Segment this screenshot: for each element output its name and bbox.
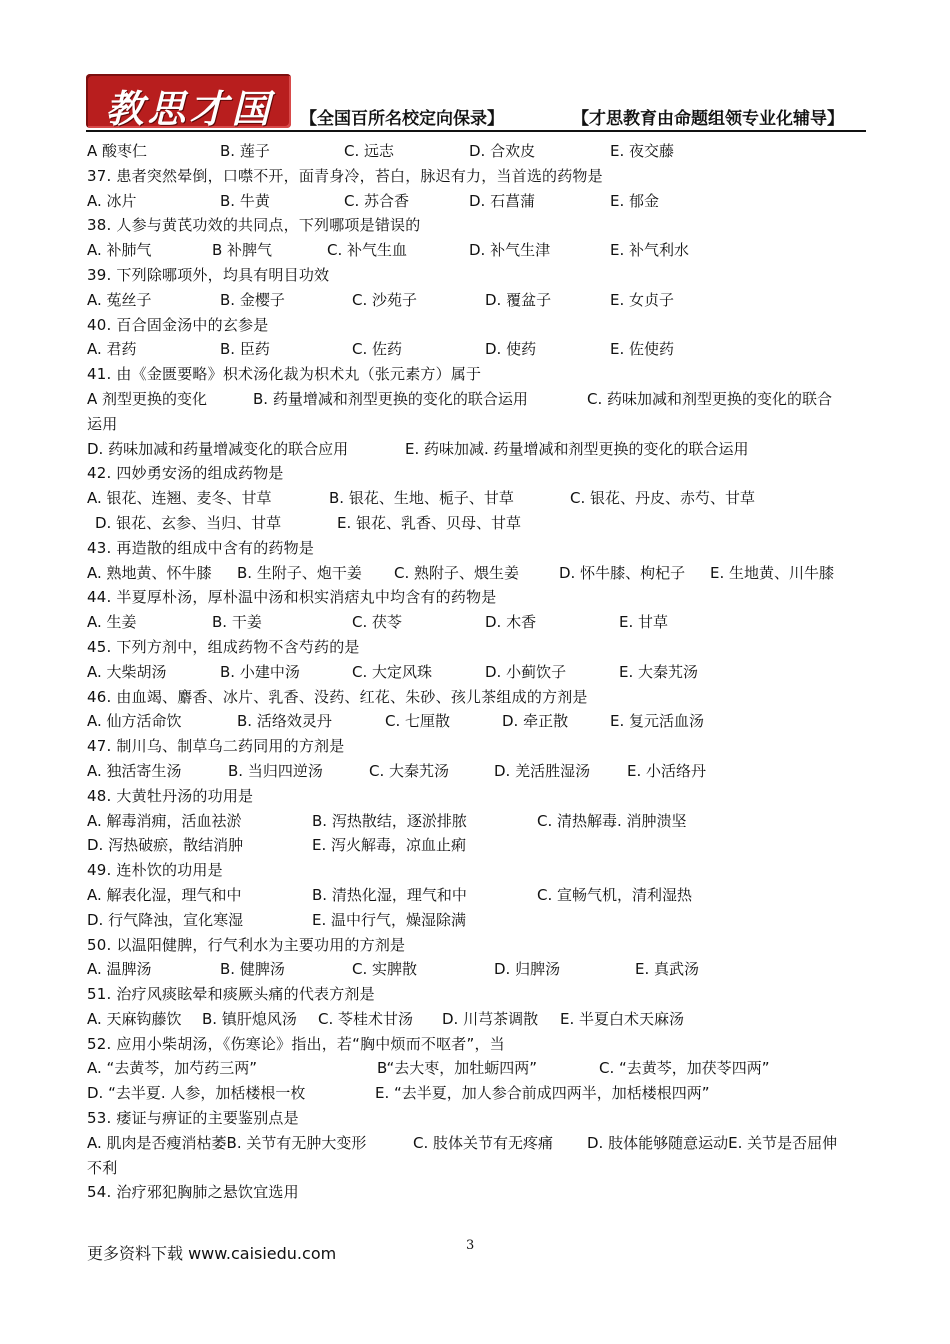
question-line: 43. 再造散的组成中含有的药物是 — [87, 538, 315, 557]
answer-option: D. 合欢皮 — [469, 142, 536, 160]
answer-option: E. 佐使药 — [610, 340, 675, 359]
logo-text: 教思才国 — [105, 86, 274, 128]
answer-option: C. 清热解毒. 消肿溃坚 — [537, 811, 687, 830]
answer-option: C. 大定风珠 — [352, 662, 433, 681]
options-line — [87, 387, 867, 412]
answer-option: A. 解表化湿，理气和中 — [87, 885, 242, 904]
answer-option: B“去大枣，加牡蛎四两” — [377, 1059, 538, 1078]
options-line — [87, 908, 867, 933]
question-line: 42. 四妙勇安汤的组成药物是 — [87, 464, 284, 483]
answer-option: A 剂型更换的变化 — [87, 389, 208, 408]
options-line — [87, 833, 867, 858]
answer-option: C. “去黄芩，加茯苓四两” — [599, 1059, 770, 1078]
question-line: 41. 由《金匮要略》枳术汤化裁为枳术丸（张元素方）属于 — [87, 365, 482, 384]
answer-option: A. 熟地黄、怀牛膝 — [87, 563, 212, 582]
question-line: 运用 — [87, 414, 118, 433]
answer-option: D. 使药 — [485, 340, 537, 359]
answer-option: C. 宣畅气机，清利湿热 — [537, 885, 693, 904]
options-line — [87, 1056, 867, 1081]
question-line: 54. 治疗邪犯胸肺之悬饮宜选用 — [87, 1183, 299, 1202]
answer-option: D. 覆盆子 — [485, 290, 552, 309]
question-line: 38. 人参与黄芪功效的共同点，下列哪项是错误的 — [87, 216, 421, 235]
answer-option: A. 补肺气 — [87, 241, 152, 260]
header-tag-schools: 【全国百所名校定向保录】 — [300, 109, 504, 129]
answer-option: A. 冰片 — [87, 191, 137, 210]
answer-option: B. 清热化湿，理气和中 — [312, 885, 467, 904]
options-line — [87, 1007, 867, 1032]
caisi-logo — [86, 74, 291, 128]
options-line — [87, 337, 867, 362]
answer-option: C. 佐药 — [352, 340, 403, 359]
answer-option: B. 臣药 — [220, 340, 270, 359]
answer-option: D. 羌活胜湿汤 — [494, 761, 591, 780]
answer-option: A. 君药 — [87, 340, 137, 359]
answer-option: E. 甘草 — [619, 613, 669, 632]
answer-option: D. 小蓟饮子 — [485, 662, 567, 681]
question-line: 40. 百合固金汤中的玄参是 — [87, 315, 269, 334]
options-line — [87, 486, 867, 511]
answer-option: B 补脾气 — [212, 241, 273, 260]
answer-option: C. 药味加减和剂型更换的变化的联合 — [587, 389, 833, 408]
question-line: 46. 由血竭、麝香、冰片、乳香、没药、红花、朱砂、孩儿茶组成的方剂是 — [87, 687, 588, 706]
question-line: 44. 半夏厚朴汤，厚朴温中汤和枳实消痞丸中均含有的药物是 — [87, 588, 497, 607]
options-line — [87, 1131, 867, 1156]
answer-option: C. 沙苑子 — [352, 290, 418, 309]
options-line — [87, 709, 867, 734]
answer-option: E. 补气利水 — [610, 241, 690, 260]
answer-option: E. 大秦艽汤 — [619, 662, 699, 681]
question-line: 39. 下列除哪项外，均具有明目功效 — [87, 265, 330, 284]
answer-option: E. 小活络丹 — [627, 761, 707, 780]
answer-option: E. 药味加减. 药量增减和剂型更换的变化的联合运用 — [405, 439, 749, 458]
answer-option: B. 生附子、炮干姜 — [237, 563, 362, 582]
options-line — [87, 288, 867, 313]
answer-option: D. 泻热破瘀，散结消肿 — [87, 836, 244, 855]
options-line — [87, 660, 867, 685]
header-tag-tutoring: 【才思教育由命题组领专业化辅导】 — [572, 109, 844, 129]
answer-option: B. 药量增减和剂型更换的变化的联合运用 — [253, 389, 528, 408]
answer-option: A. 温脾汤 — [87, 960, 152, 979]
options-line — [87, 883, 867, 908]
question-line: 不利 — [87, 1158, 118, 1177]
answer-option: A. 肌肉是否瘦消枯萎B. 关节有无肿大变形 — [87, 1133, 367, 1152]
answer-option: B. 镇肝熄风汤 — [202, 1009, 297, 1028]
question-line: 47. 制川乌、制草乌二药同用的方剂是 — [87, 737, 345, 756]
answer-option: C. 远志 — [344, 142, 395, 160]
answer-option: A. 生姜 — [87, 613, 137, 632]
question-list — [87, 139, 867, 1205]
answer-option: D. 石菖蒲 — [469, 191, 536, 210]
answer-option: D. 行气降浊，宣化寒湿 — [87, 910, 244, 929]
answer-option: E. 女贞子 — [610, 290, 675, 309]
answer-option: A. 天麻钩藤饮 — [87, 1009, 182, 1028]
question-line: 48. 大黄牡丹汤的功用是 — [87, 786, 254, 805]
page-number: 3 — [466, 1238, 475, 1253]
options-line — [87, 437, 867, 462]
answer-option: B. 当归四逆汤 — [228, 761, 323, 780]
options-line — [87, 511, 867, 536]
answer-option: E. 夜交藤 — [610, 142, 675, 160]
answer-option: E. “去半夏，加人参合前成四两半，加栝楼根四两” — [375, 1084, 710, 1103]
question-line: 37. 患者突然晕倒，口噤不开，面青身冷，苔白，脉迟有力，当首选的药物是 — [87, 166, 603, 185]
answer-option: A 酸枣仁 — [87, 142, 148, 160]
options-line — [87, 1081, 867, 1106]
answer-option: C. 七厘散 — [385, 712, 451, 731]
options-line — [87, 957, 867, 982]
question-line: 52. 应用小柴胡汤，《伤寒论》指出，若“胸中烦而不呕者”，当 — [87, 1034, 505, 1053]
answer-option: C. 茯苓 — [352, 613, 403, 632]
answer-option: D. 川芎茶调散 — [442, 1009, 539, 1028]
answer-option: D. 银花、玄参、当归、甘草 — [95, 513, 282, 532]
answer-option: C. 苏合香 — [344, 191, 410, 210]
answer-option: C. 熟附子、煨生姜 — [394, 563, 520, 582]
answer-option: E. 半夏白术天麻汤 — [560, 1009, 685, 1028]
question-line: 51. 治疗风痰眩晕和痰厥头痛的代表方剂是 — [87, 985, 375, 1004]
answer-option: D. 木香 — [485, 613, 537, 632]
answer-option: E. 郁金 — [610, 191, 660, 210]
options-line — [87, 759, 867, 784]
answer-option: A. 独活寄生汤 — [87, 761, 182, 780]
answer-option: C. 苓桂术甘汤 — [318, 1009, 414, 1028]
options-line — [87, 238, 867, 263]
answer-option: B. 干姜 — [212, 613, 262, 632]
options-line — [87, 139, 867, 164]
options-line — [87, 561, 867, 586]
options-line — [87, 809, 867, 834]
question-line: 45. 下列方剂中，组成药物不含芍药的是 — [87, 637, 360, 656]
answer-option: B. 银花、生地、栀子、甘草 — [329, 489, 514, 508]
answer-option: B. 莲子 — [220, 142, 270, 160]
header-divider — [86, 130, 866, 132]
question-line: 53. 痿证与痹证的主要鉴别点是 — [87, 1109, 299, 1128]
answer-option: A. 仙方活命饮 — [87, 712, 182, 731]
answer-option: A. 解毒消痈，活血祛淤 — [87, 811, 242, 830]
answer-option: E. 银花、乳香、贝母、甘草 — [337, 513, 522, 532]
answer-option: E. 真武汤 — [635, 960, 700, 979]
answer-option: C. 实脾散 — [352, 960, 418, 979]
answer-option: D. 补气生津 — [469, 241, 551, 260]
answer-option: C. 大秦艽汤 — [369, 761, 450, 780]
question-line: 50. 以温阳健脾，行气利水为主要功用的方剂是 — [87, 935, 406, 954]
answer-option: E. 复元活血汤 — [610, 712, 705, 731]
answer-option: B. 小建中汤 — [220, 662, 300, 681]
answer-option: E. 温中行气，燥湿除满 — [312, 910, 467, 929]
answer-option: A. 菟丝子 — [87, 290, 152, 309]
answer-option: B. 健脾汤 — [220, 960, 285, 979]
answer-option: C. 补气生血 — [327, 241, 408, 260]
answer-option: B. 牛黄 — [220, 191, 270, 210]
answer-option: C. 肢体关节有无疼痛 — [413, 1133, 554, 1152]
answer-option: B. 金樱子 — [220, 290, 285, 309]
answer-option: D. 归脾汤 — [494, 960, 561, 979]
answer-option: D. “去半夏. 人参，加栝楼根一枚 — [87, 1084, 306, 1103]
answer-option: D. 药味加减和药量增减变化的联合应用 — [87, 439, 349, 458]
answer-option: B. 活络效灵丹 — [237, 712, 332, 731]
answer-option: C. 银花、丹皮、赤芍、甘草 — [570, 489, 756, 508]
answer-option: E. 泻火解毒，凉血止痢 — [312, 836, 467, 855]
question-line: 49. 连朴饮的功用是 — [87, 861, 223, 880]
answer-option: A. “去黄芩，加芍药三两” — [87, 1059, 258, 1078]
answer-option: B. 泻热散结，逐淤排脓 — [312, 811, 467, 830]
footer-download-link[interactable]: 更多资料下载 www.caisiedu.com — [87, 1244, 337, 1263]
answer-option: A. 大柴胡汤 — [87, 662, 167, 681]
page-header — [86, 74, 866, 134]
answer-option: D. 肢体能够随意运动E. 关节是否屈伸 — [587, 1133, 838, 1152]
answer-option: A. 银花、连翘、麦冬、甘草 — [87, 489, 272, 508]
answer-option: D. 牵正散 — [502, 712, 569, 731]
options-line — [87, 189, 867, 214]
answer-option: D. 怀牛膝、枸杞子 — [559, 563, 686, 582]
options-line — [87, 610, 867, 635]
answer-option: E. 生地黄、川牛膝 — [710, 563, 835, 582]
